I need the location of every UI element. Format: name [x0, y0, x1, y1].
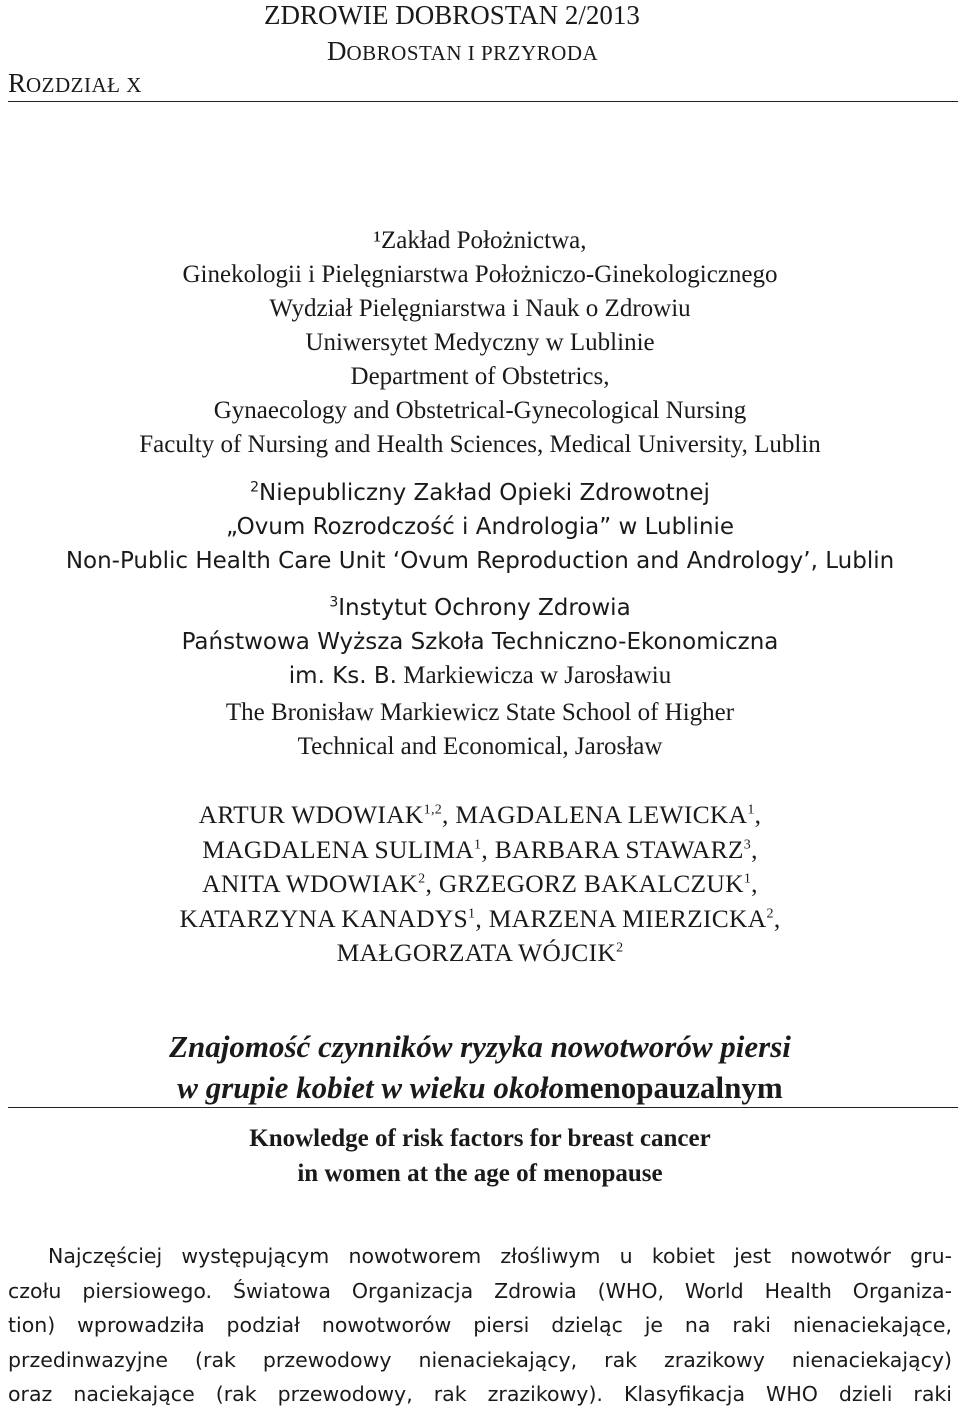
chapter-label: [8, 68, 142, 99]
section-rest: OBROSTAN I PRZYRODA: [346, 41, 599, 65]
title-divider: [8, 1107, 958, 1108]
author-name: GRZEGORZ BAKALCZUK: [438, 869, 744, 898]
affiliation-line: Technical and Economical, Jarosław: [297, 733, 663, 760]
affiliation-line: ¹Zakład Położnictwa,: [373, 227, 587, 254]
author-name: KATARZYNA KANADYS: [179, 903, 469, 933]
abstract-line: przedinwazyjne (rak przewodowy nienaciekający, rak zrazikowy nienaciekający): [8, 1347, 952, 1372]
journal-title: ZDROWIE DOBROSTAN 2/2013: [264, 0, 640, 30]
author-affiliation-marker: 1: [743, 871, 752, 887]
author-name: ANITA WDOWIAK: [202, 869, 419, 898]
affiliation-3-english: [0, 696, 960, 764]
abstract-line: czołu piersiowego. Światowa Organizacja Zdrowia (WHO, World Health Organiza-: [8, 1278, 952, 1303]
author-separator: ,: [751, 834, 758, 864]
author-affiliation-marker: 1: [468, 906, 476, 921]
affiliation-text: Markiewicza w Jarosławiu: [396, 662, 672, 689]
title-text: w grupie kobiet w wieku około: [177, 1070, 564, 1105]
affiliation-line: The Bronisław Markiewicz State School of Higher: [225, 699, 735, 726]
abstract-line: [8, 1239, 952, 1274]
author-affiliation-marker: 2: [418, 871, 426, 887]
chapter-rest: OZDZIAŁ X: [26, 73, 142, 97]
author-line: [0, 902, 960, 937]
affiliation-line: Uniwersytet Medyczny w Lublinie: [305, 329, 655, 356]
author-name: MAGDALENA LEWICKA: [455, 800, 748, 829]
author-affiliation-marker: 1,2: [423, 802, 443, 818]
affiliation-line: [0, 476, 960, 510]
author-affiliation-marker: 2: [616, 940, 624, 956]
author-separator: ,: [481, 834, 495, 864]
affiliation-1: [0, 224, 960, 462]
author-name: MAGDALENA SULIMA: [202, 834, 475, 864]
author-separator: ,: [751, 869, 758, 898]
affiliation-line: „Ovum Rozrodczość i Andrologia” w Lublinie: [225, 514, 735, 540]
author-name: BARBARA STAWARZ: [494, 834, 744, 864]
article-title-polish: [0, 1026, 960, 1108]
author-name: MARZENA MIERZICKA: [488, 903, 767, 933]
title-line: in women at the age of menopause: [297, 1160, 663, 1187]
author-separator: ,: [425, 869, 439, 898]
chapter-initial: R: [8, 68, 27, 98]
author-list: [0, 798, 960, 971]
section-name: [327, 36, 598, 67]
abstract-line: tion) wprowadziła podział nowotworów piersi dzieląc je na raki nienaciekające,: [8, 1313, 952, 1337]
author-affiliation-marker: 2: [766, 906, 774, 921]
author-affiliation-marker: 1: [747, 802, 755, 818]
affiliation-line: Faculty of Nursing and Health Sciences, Medical University, Lublin: [139, 431, 821, 458]
title-line: [0, 1067, 960, 1108]
affiliation-line: Państwowa Wyższa Szkoła Techniczno-Ekonomiczna: [181, 629, 779, 655]
abstract-body: [8, 1239, 952, 1412]
title-line: Znajomość czynników ryzyka nowotworów piersi: [169, 1029, 791, 1064]
author-affiliation-marker: 3: [743, 837, 752, 852]
affiliation-marker: 3: [329, 594, 339, 611]
affiliation-line: Non-Public Health Care Unit ‘Ovum Reproduction and Andrology’, Lublin: [65, 548, 895, 574]
author-separator: ,: [754, 800, 762, 829]
abstract-line: oraz naciekające (rak przewodowy, rak zrazikowy). Klasyfikacja WHO dzieli raki: [8, 1382, 952, 1406]
author-line: [0, 833, 960, 868]
author-separator: ,: [773, 903, 781, 933]
affiliation-text: Niepubliczny Zakład Opieki Zdrowotnej: [259, 480, 710, 506]
affiliation-2: [0, 476, 960, 578]
author-separator: ,: [475, 903, 489, 933]
affiliation-3: [0, 591, 960, 693]
author-name: ARTUR WDOWIAK: [198, 800, 424, 829]
affiliation-marker: 2: [250, 479, 259, 496]
header-divider: [8, 101, 958, 102]
author-line: [0, 867, 960, 902]
author-line: [0, 798, 960, 833]
affiliation-line: [0, 659, 960, 693]
title-line: Knowledge of risk factors for breast cancer: [249, 1125, 711, 1152]
affiliation-line: Ginekologii i Pielęgniarstwa Położniczo-Ginekologicznego: [182, 261, 778, 288]
author-name: MAŁGORZATA WÓJCIK: [336, 938, 617, 967]
author-affiliation-marker: 1: [474, 837, 482, 852]
affiliation-line: Department of Obstetrics,: [350, 363, 610, 390]
section-initial: D: [327, 36, 347, 66]
affiliation-text: Instytut Ochrony Zdrowia: [338, 595, 631, 621]
affiliation-text: im. Ks. B.: [288, 663, 397, 689]
title-text: menopauzalnym: [563, 1070, 783, 1105]
affiliation-line: [0, 591, 960, 625]
abstract-text: Najczęściej występującym nowotworem złośliwym u kobiet jest nowotwór gru-: [48, 1244, 952, 1268]
affiliation-line: Gynaecology and Obstetrical-Gynecological Nursing: [213, 397, 747, 424]
author-separator: ,: [442, 800, 456, 829]
article-title-english: [0, 1121, 960, 1191]
author-line: [0, 936, 960, 971]
affiliation-line: Wydział Pielęgniarstwa i Nauk o Zdrowiu: [269, 295, 691, 322]
